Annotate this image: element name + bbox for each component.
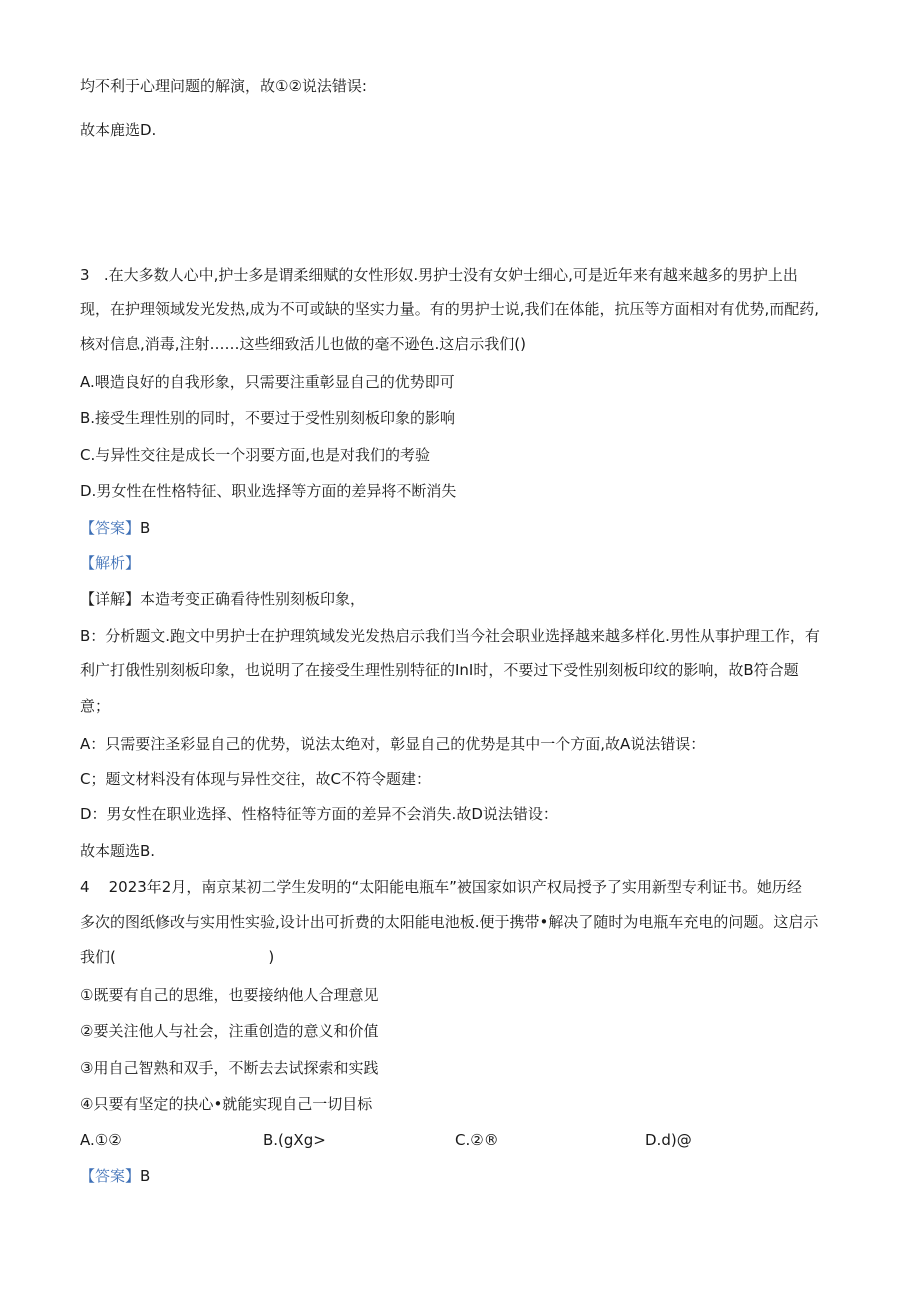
q4-item-4: ④只要有坚定的抉心•就能实现自己一切目标 <box>80 1095 373 1113</box>
prev-conclusion: 故本鹿选D. <box>80 121 157 139</box>
q3-detail-line-1: 【详解】本造考变正确看待性别刻板印象， <box>80 590 366 608</box>
q3-analysis-tag <box>80 553 140 573</box>
q4-option-c: C.②® <box>455 1131 499 1149</box>
prev-analysis-line: 均不利于心理问题的解演，故①②说法错误: <box>80 77 367 95</box>
q4-stem-line-2: 多次的图纸修改与实用性实验,设计出可折费的太阳能电池板.便于携带•解决了随时为电瓶车充电的问题。这启示 <box>80 913 819 931</box>
q3-stem-line-1: 3 .在大多数人心中,护士多是谓柔细赋的女性形奴.男护士没有女妒士细心,可是近年来有越来越多的男护上出 <box>80 266 798 284</box>
q4-item-1: ①既要有自己的思维，也要接纳他人合理意见 <box>80 986 379 1004</box>
q3-option-a: A.喂造良好的自我形象，只需要注重彰显自己的优势即可 <box>80 373 455 391</box>
q4-stem-line-3: 我们( ) <box>80 948 275 966</box>
answer-value: B <box>140 519 151 537</box>
analysis-tag: 【解析】 <box>80 554 141 572</box>
q4-option-d: D.d)@ <box>645 1131 692 1149</box>
q3-conclusion: 故本题选B. <box>80 842 156 860</box>
answer-tag: 【答案】 <box>80 519 141 537</box>
answer-tag: 【答案】 <box>80 1167 141 1185</box>
q3-detail-line-2: B：分析题文.跑文中男护士在护理筑域发光发热启示我们当今社会职业选择越来越多样化.男性从事护理工作，有 <box>80 627 820 645</box>
answer-value: B <box>140 1167 151 1185</box>
q3-option-b: B.接受生理性别的同时，不要过于受性别刻板印象的影响 <box>80 409 456 427</box>
q3-detail-line-5: A：只需要注圣彩显自己的优势，说法太绝对，彰显自己的优势是其中一个方面,故A说法错误： <box>80 735 706 753</box>
q4-option-b: B.(gXg> <box>263 1131 326 1149</box>
q3-option-d: D.男女性在性格特征、职业选择等方面的差异将不断消失 <box>80 482 457 500</box>
q3-detail-line-7: D：男女性在职业选择、性格特征等方面的差异不会消失.故D说法错设： <box>80 805 558 823</box>
q4-answer <box>80 1166 150 1186</box>
q3-detail-line-4: 意； <box>80 697 111 715</box>
q4-option-a: A.①② <box>80 1131 122 1149</box>
q4-stem-line-1: 4 2023年2月，南京某初二学生发明的“太阳能电瓶车”被国家如识产权局授予了实用新型专利证书。她历经 <box>80 878 802 896</box>
q4-item-2: ②要关注他人与社会，注重创造的意义和价值 <box>80 1022 379 1040</box>
q3-stem-line-3: 核对信息,消毒,注射……这些细致活儿也做的毫不逊色.这启示我们() <box>80 335 527 353</box>
q3-option-c: C.与异性交往是成长一个羽要方面,也是对我们的考验 <box>80 446 431 464</box>
q3-detail-line-3: 利广打俄性别刻板印象，也说明了在接受生理性别特征的InI时，不要过下受性别刻板印纹的影响，故B符合题 <box>80 661 799 679</box>
q3-answer <box>80 518 150 538</box>
q3-detail-line-6: C；题文材料没有体现与异性交往，故C不符令题建： <box>80 770 431 788</box>
q3-stem-line-2: 现，在护理领域发光发热,成为不可或缺的坚实力量。有的男护士说,我们在体能，抗压等方面相对有优势,而配药, <box>80 300 820 318</box>
q4-item-3: ③用自己智熟和双手，不断去去试探索和实践 <box>80 1059 379 1077</box>
